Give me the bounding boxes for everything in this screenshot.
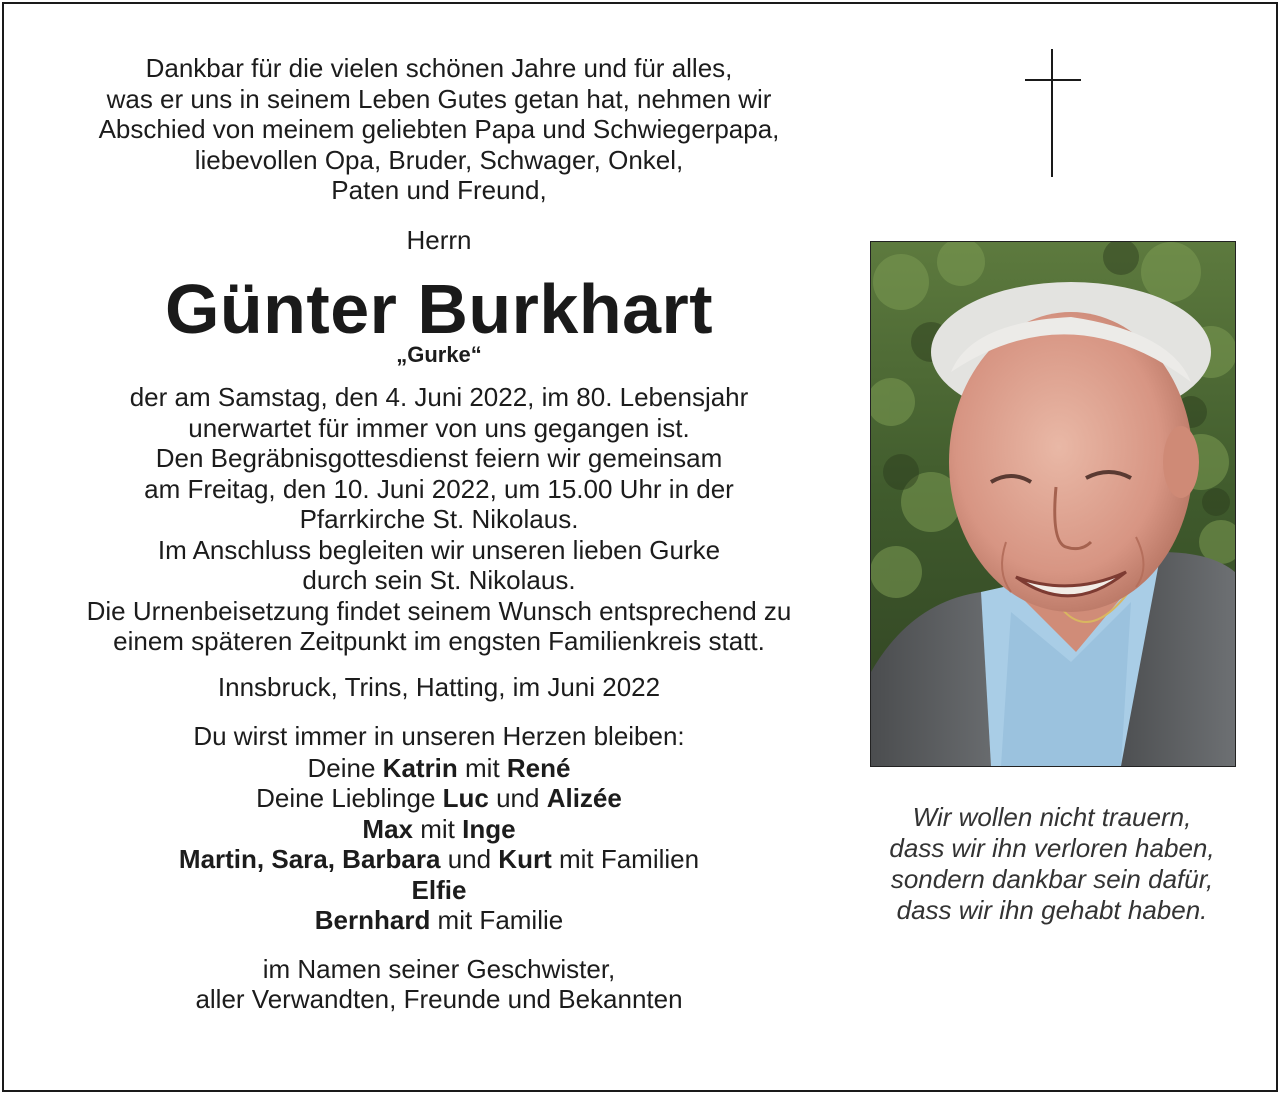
family-member-name: Alizée bbox=[546, 783, 622, 813]
obituary-main-text bbox=[44, 53, 834, 1015]
deceased-nickname: „Gurke“ bbox=[396, 342, 482, 367]
family-connector-text: mit Familie bbox=[430, 905, 564, 935]
death-notice-line: Pfarrkirche St. Nikolaus. bbox=[299, 504, 579, 534]
family-connector-text: und bbox=[440, 844, 499, 874]
on-behalf-line: im Namen seiner Geschwister, bbox=[262, 953, 616, 984]
family-member-line bbox=[44, 905, 834, 936]
death-notice-line: Den Begräbnisgottesdienst feiern wir gemeinsam bbox=[155, 443, 723, 473]
intro-line: Dankbar für die vielen schönen Jahre und für alles, bbox=[145, 53, 733, 83]
death-notice-line: Im Anschluss begleiten wir unseren lieben Gurke bbox=[157, 534, 721, 565]
family-member-name: Elfie bbox=[411, 874, 467, 905]
on-behalf-text bbox=[44, 954, 834, 1015]
death-notice-line: der am Samstag, den 4. Juni 2022, im 80. Lebensjahr bbox=[129, 382, 749, 412]
family-connector-text: mit Familien bbox=[551, 844, 700, 874]
family-member-line bbox=[44, 844, 834, 875]
family-member-name: Bernhard bbox=[314, 905, 431, 935]
on-behalf-line: aller Verwandten, Freunde und Bekannten bbox=[195, 984, 683, 1014]
remembrance-line: Du wirst immer in unseren Herzen bleiben: bbox=[193, 721, 685, 751]
family-member-name: René bbox=[506, 752, 571, 783]
family-member-line bbox=[44, 783, 834, 814]
family-connector-text: und bbox=[488, 783, 547, 813]
intro-line: Paten und Freund, bbox=[331, 175, 547, 205]
death-notice-line: durch sein St. Nikolaus. bbox=[302, 565, 576, 595]
family-list bbox=[44, 753, 834, 936]
deceased-name: Günter Burkhart bbox=[164, 270, 714, 348]
memorial-quote bbox=[870, 802, 1234, 926]
family-connector-text: Deine bbox=[307, 752, 383, 783]
family-member-name: Martin, Sara, Barbara bbox=[178, 844, 441, 874]
salutation: Herrn bbox=[406, 224, 472, 255]
place-date: Innsbruck, Trins, Hatting, im Juni 2022 bbox=[217, 671, 661, 702]
family-connector-text: mit bbox=[457, 752, 507, 783]
intro-text bbox=[44, 53, 834, 206]
cross-icon bbox=[1025, 49, 1081, 177]
family-member-name: Kurt bbox=[498, 844, 552, 874]
quote-line: Wir wollen nicht trauern, bbox=[912, 802, 1192, 832]
death-notice-line: unerwartet für immer von uns gegangen ist. bbox=[188, 412, 690, 443]
death-notice-line: am Freitag, den 10. Juni 2022, um 15.00 Uhr in der bbox=[144, 473, 734, 504]
quote-line: sondern dankbar sein dafür, bbox=[890, 864, 1214, 894]
intro-line: liebevollen Opa, Bruder, Schwager, Onkel, bbox=[194, 144, 684, 175]
quote-line: dass wir ihn verloren haben, bbox=[889, 833, 1215, 863]
death-notice bbox=[44, 382, 834, 657]
family-member-name: Max bbox=[362, 813, 413, 844]
family-member-line bbox=[44, 875, 834, 906]
portrait-photo bbox=[870, 241, 1236, 767]
obituary-notice bbox=[2, 2, 1278, 1092]
family-member-name: Katrin bbox=[382, 752, 458, 783]
intro-line: Abschied von meinem geliebten Papa und Schwiegerpapa, bbox=[98, 114, 780, 144]
intro-line: was er uns in seinem Leben Gutes getan hat, nehmen wir bbox=[106, 83, 772, 114]
family-member-name: Inge bbox=[462, 813, 516, 844]
quote-line: dass wir ihn gehabt haben. bbox=[896, 895, 1208, 925]
death-notice-line: einem späteren Zeitpunkt im engsten Familienkreis statt. bbox=[113, 626, 765, 656]
family-member-line bbox=[44, 814, 834, 845]
family-member-line bbox=[44, 753, 834, 784]
family-connector-text: Deine Lieblinge bbox=[256, 783, 443, 813]
family-connector-text: mit bbox=[413, 813, 463, 844]
death-notice-line: Die Urnenbeisetzung findet seinem Wunsch entsprechend zu bbox=[86, 595, 792, 626]
family-member-name: Luc bbox=[442, 783, 489, 813]
